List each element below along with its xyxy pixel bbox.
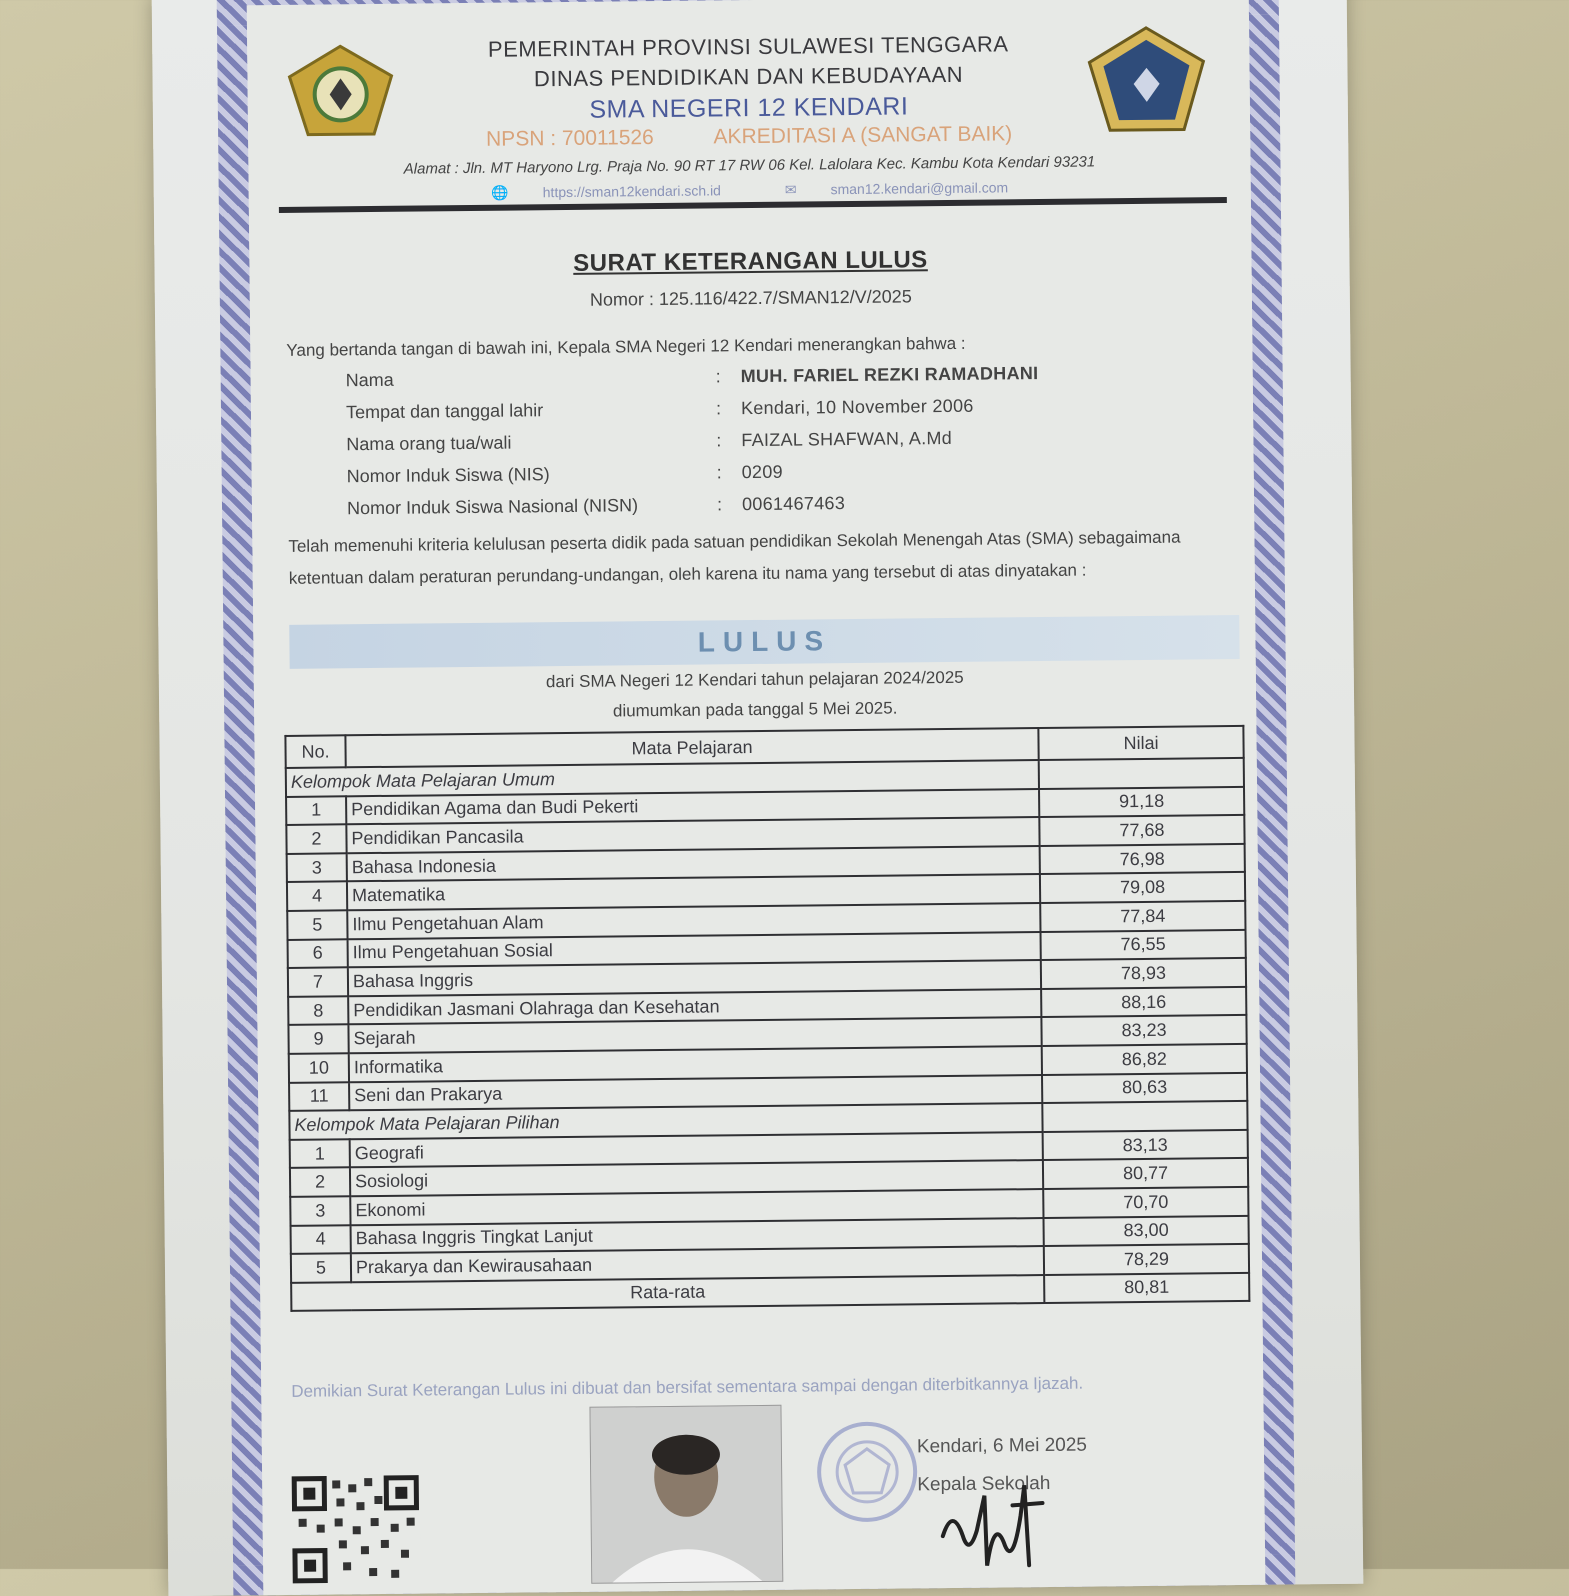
subject-name: Bahasa Inggris <box>348 960 1041 996</box>
subject-name: Prakarya dan Kewirausahaan <box>351 1246 1044 1282</box>
row-number: 4 <box>291 1225 351 1254</box>
announced-date-line: diumumkan pada tanggal 5 Mei 2025. <box>612 698 898 721</box>
row-number: 7 <box>288 967 348 996</box>
school-year-line: dari SMA Negeri 12 Kendari tahun pelajaran 2024/2025 <box>545 667 964 692</box>
subject-score: 77,84 <box>1040 901 1245 932</box>
subject-score: 80,63 <box>1042 1072 1247 1103</box>
closing-text: Demikian Surat Keterangan Lulus ini dibuat dan bersifat sementara sampai dengan diterbitkannya Ijazah. <box>291 1373 1084 1401</box>
identity-label: Nama orang tua/wali <box>346 432 512 455</box>
row-number: 6 <box>288 939 348 968</box>
row-number: 9 <box>288 1025 348 1054</box>
subject-score: 88,16 <box>1041 987 1246 1018</box>
identity-label: Nomor Induk Siswa Nasional (NISN) <box>346 495 639 519</box>
subject-name: Seni dan Prakarya <box>349 1075 1042 1111</box>
subject-score: 83,13 <box>1043 1130 1248 1161</box>
subject-name: Pendidikan Jasmani Olahraga dan Kesehatan <box>348 989 1041 1025</box>
globe-icon: 🌐 <box>491 184 509 201</box>
group-score-empty <box>1039 758 1244 789</box>
subject-score: 83,23 <box>1041 1015 1246 1046</box>
average-label: Rata-rata <box>291 1275 1044 1311</box>
subject-name: Pendidikan Agama dan Budi Pekerti <box>346 789 1039 825</box>
identity-value: MUH. FARIEL REZKI RAMADHANI <box>740 363 1039 387</box>
certificate-content <box>247 0 1266 1595</box>
signature-role: Kepala Sekolah <box>917 1472 1051 1496</box>
identity-row: Tempat dan tanggal lahir : Kendari, 10 November 2006 <box>346 395 1039 434</box>
intro-text: Yang bertanda tangan di bawah ini, Kepala SMA Negeri 12 Kendari menerangkan bahwa : <box>286 333 966 360</box>
identity-row: Nama orang tua/wali : FAIZAL SHAFWAN, A.Md <box>346 427 1039 466</box>
identity-value: FAIZAL SHAFWAN, A.Md <box>741 427 953 451</box>
group-name: Kelompok Mata Pelajaran Pilihan <box>289 1103 1042 1139</box>
website-link[interactable]: https://sman12kendari.sch.id <box>542 182 722 201</box>
qr-code-icon <box>290 1474 421 1585</box>
subject-score: 79,08 <box>1040 872 1245 903</box>
identity-label: Tempat dan tanggal lahir <box>345 400 544 423</box>
subject-score: 86,82 <box>1042 1044 1247 1075</box>
column-header-no: No. <box>285 735 345 768</box>
subject-name: Bahasa Indonesia <box>347 846 1040 882</box>
identity-row: Nomor Induk Siswa (NIS) : 0209 <box>347 459 1040 498</box>
letterhead-department: DINAS PENDIDIKAN DAN KEBUDAYAAN <box>533 61 964 92</box>
certificate-paper <box>152 0 1364 1596</box>
identity-label: Nomor Induk Siswa (NIS) <box>346 464 550 487</box>
column-header-score: Nilai <box>1038 726 1243 760</box>
identity-value: 0061467463 <box>741 493 846 515</box>
identity-label: Nama <box>345 369 394 391</box>
letterhead <box>247 23 1251 204</box>
result-text: LULUS <box>697 625 832 658</box>
subject-name: Ilmu Pengetahuan Sosial <box>348 932 1041 968</box>
subject-score: 80,77 <box>1043 1158 1248 1189</box>
subject-name: Sosiologi <box>350 1160 1043 1196</box>
subject-score: 70,70 <box>1043 1187 1248 1218</box>
school-stamp-icon <box>807 1416 928 1527</box>
student-portrait-icon <box>590 1406 782 1583</box>
email-link[interactable]: sman12.kendari@gmail.com <box>830 179 1009 198</box>
row-number: 2 <box>286 824 346 853</box>
subject-name: Ekonomi <box>350 1189 1043 1225</box>
row-number: 3 <box>287 853 347 882</box>
letterhead-government: PEMERINTAH PROVINSI SULAWESI TENGGARA <box>487 31 1009 62</box>
subject-score: 77,68 <box>1039 815 1244 846</box>
graduation-statement: Telah memenuhi kriteria kelulusan peserta didik pada satuan pendidikan Sekolah Menengah Atas (SMA) sebagaimana ketentuan dalam peraturan perundang-undangan, oleh karena itu nama yang tersebut di atas dinyatakan : <box>288 527 1181 588</box>
subject-score: 78,93 <box>1041 958 1246 989</box>
row-number: 1 <box>290 1139 350 1168</box>
principal-signature-icon <box>932 1475 1063 1576</box>
email-icon: ✉ <box>784 181 797 198</box>
grades-table <box>284 725 1250 1312</box>
row-number: 4 <box>287 882 347 911</box>
subject-score: 78,29 <box>1044 1244 1249 1275</box>
row-number: 2 <box>290 1168 350 1197</box>
identity-value: 0209 <box>741 461 784 483</box>
npsn-label: NPSN : 70011526 <box>485 126 654 151</box>
subject-name: Matematika <box>347 874 1040 910</box>
accreditation-label: AKREDITASI A (SANGAT BAIK) <box>713 122 1013 149</box>
document-number: Nomor : 125.116/422.7/SMAN12/V/2025 <box>589 286 912 310</box>
signature-place-date: Kendari, 6 Mei 2025 <box>916 1434 1088 1458</box>
subject-score: 76,55 <box>1040 929 1245 960</box>
letterhead-school-name: SMA NEGERI 12 KENDARI <box>589 92 909 124</box>
row-number: 3 <box>290 1196 350 1225</box>
identity-row: Nomor Induk Siswa Nasional (NISN) : 0061467463 <box>347 491 1040 530</box>
row-number: 1 <box>286 796 346 825</box>
identity-value: Kendari, 10 November 2006 <box>740 395 974 419</box>
subject-score: 91,18 <box>1039 786 1244 817</box>
subject-score: 83,00 <box>1043 1215 1248 1246</box>
average-value: 80,81 <box>1044 1273 1249 1304</box>
row-number: 11 <box>289 1082 349 1111</box>
row-number: 5 <box>291 1253 351 1282</box>
subject-name: Ilmu Pengetahuan Alam <box>347 903 1040 939</box>
identity-row: Nama : MUH. FARIEL REZKI RAMADHANI <box>346 363 1039 402</box>
student-photo <box>589 1405 783 1584</box>
subject-name: Sejarah <box>348 1017 1041 1053</box>
group-name: Kelompok Mata Pelajaran Umum <box>286 760 1039 796</box>
student-identity <box>346 363 1040 530</box>
subject-name: Pendidikan Pancasila <box>346 817 1039 853</box>
row-number: 10 <box>289 1053 349 1082</box>
row-number: 8 <box>288 996 348 1025</box>
school-address: Alamat : Jln. MT Haryono Lrg. Praja No. 90 RT 17 RW 06 Kel. Lalolara Kec. Kambu Kota Kendari 93231 <box>403 153 1096 178</box>
subject-name: Informatika <box>349 1046 1042 1082</box>
announcement <box>254 660 1257 730</box>
subject-name: Geografi <box>350 1132 1043 1168</box>
subject-score: 76,98 <box>1040 844 1245 875</box>
column-header-subject: Mata Pelajaran <box>345 728 1038 767</box>
group-score-empty <box>1042 1101 1247 1132</box>
subject-name: Bahasa Inggris Tingkat Lanjut <box>351 1218 1044 1254</box>
document-title: SURAT KETERANGAN LULUS <box>573 246 928 277</box>
row-number: 5 <box>287 910 347 939</box>
